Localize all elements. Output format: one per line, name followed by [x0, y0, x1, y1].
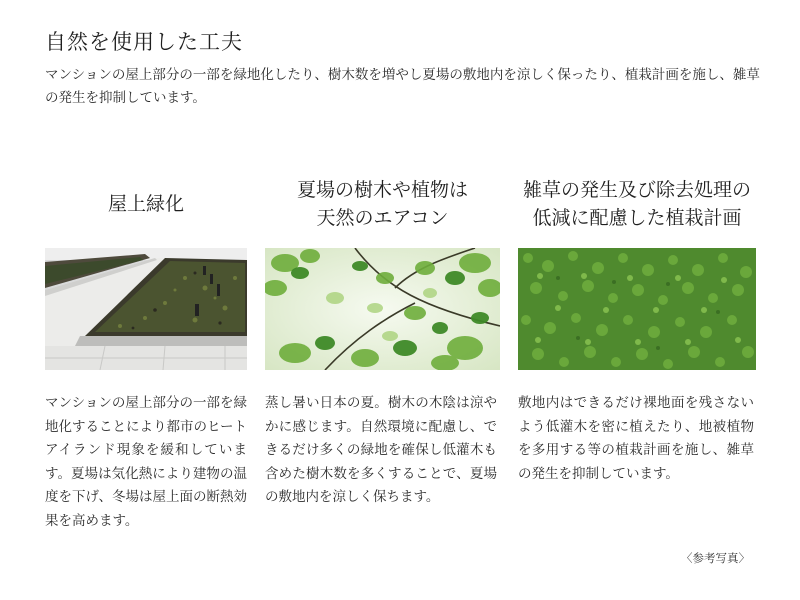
tree-leaves-photo — [265, 248, 500, 370]
section-heading-line2: 天然のエアコン — [316, 207, 449, 229]
reference-photo-note: 〈参考写真〉 — [681, 551, 750, 565]
section-heading-line1: 夏場の樹木や植物は — [296, 179, 468, 201]
ground-cover-photo — [518, 248, 756, 370]
section-trees-aircon — [265, 170, 500, 510]
intro-text: マンションの屋上部分の一部を緑地化したり、樹木数を増やし夏場の敷地内を涼しく保ったり、植栽計画を施し、雑草の発生を抑制しています。 — [45, 67, 760, 106]
page-title: 自然を使用した工夫 — [45, 30, 243, 54]
rooftop-garden-photo — [45, 248, 247, 370]
section-heading-line1: 屋上緑化 — [107, 193, 184, 215]
section-heading-line2: 低減に配慮した植栽計画 — [532, 207, 742, 229]
section-heading — [45, 170, 247, 238]
section-body: マンションの屋上部分の一部を緑地化することにより都市のヒートアイランド現象を緩和しています。夏場は気化熱により建物の温度を下げ、冬場は屋上面の断熱効果を高めます。 — [45, 395, 247, 529]
section-body: 蒸し暑い日本の夏。樹木の木陰は涼やかに感じます。自然環境に配慮し、できるだけ多くの緑地を確保し低灌木も含めた樹木数を多くすることで、夏場の敷地内を涼しく保ちます。 — [265, 395, 497, 505]
section-heading — [265, 170, 500, 238]
section-heading — [518, 170, 756, 238]
section-heading-line1: 雑草の発生及び除去処理の — [522, 179, 751, 201]
section-body: 敷地内はできるだけ裸地面を残さないよう低灌木を密に植えたり、地被植物を多用する等の植栽計画を施し、雑草の発生を抑制しています。 — [518, 395, 754, 482]
section-rooftop-greening — [45, 170, 247, 533]
section-planting-plan — [518, 170, 756, 486]
